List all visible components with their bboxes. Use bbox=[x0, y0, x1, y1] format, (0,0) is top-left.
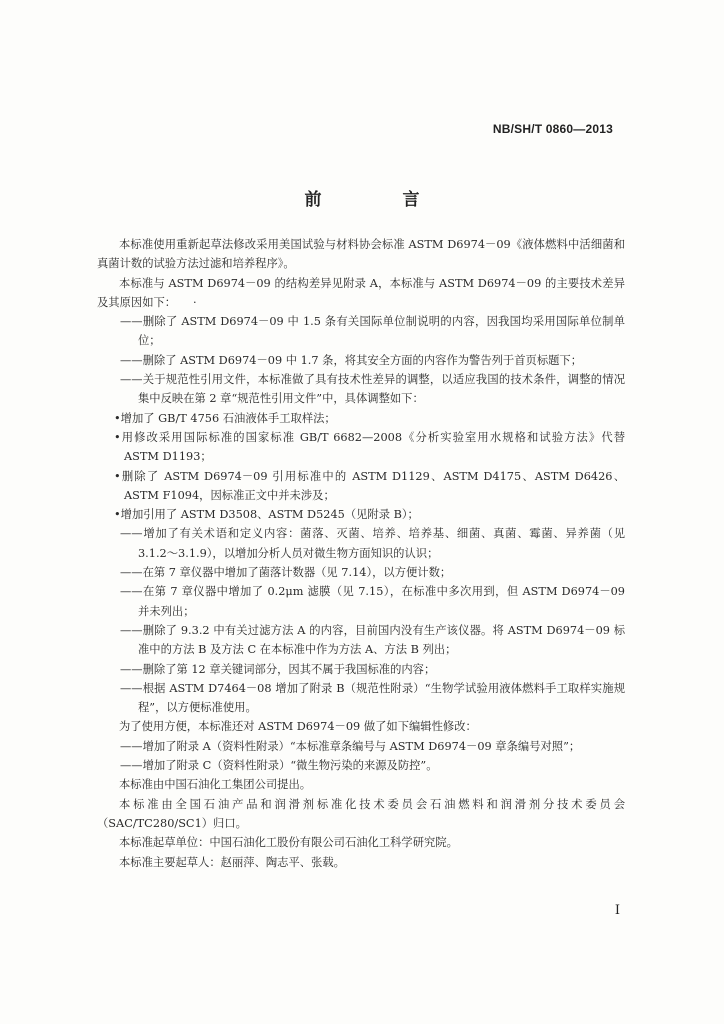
bullet-item: •增加引用了 ASTM D3508、ASTM D5245（见附录 B）； bbox=[114, 508, 419, 522]
paragraph-adoption: 本标准使用重新起草法修改采用美国试验与材料协会标准 ASTM D6974－09《液体燃料中活细菌和真菌计数的试验方法过滤和培养程序》。 bbox=[97, 238, 625, 271]
list-item: ——增加了附录 A（资料性附录）“本标准章条编号与 ASTM D6974－09 章条编号对照”； bbox=[120, 739, 581, 753]
list-item: ——增加了有关术语和定义内容：菌落、灭菌、培养、培养基、细菌、真菌、霉菌、异养菌（见 3.1.2～3.1.9），以增加分析人员对微生物方面知识的认识； bbox=[120, 527, 625, 560]
paragraph-committee: 本标准由全国石油产品和润滑剂标准化技术委员会石油燃料和润滑剂分技术委员会（SAC/TC280/SC1）归口。 bbox=[97, 797, 625, 830]
paragraph-differences-intro: 本标准与 ASTM D6974－09 的结构差异见附录 A，本标准与 ASTM D6974－09 的主要技术差异及其原因如下： · bbox=[97, 276, 625, 309]
page-number: I bbox=[614, 903, 620, 918]
paragraph-drafting-unit: 本标准起草单位：中国石油化工股份有限公司石油化工科学研究院。 bbox=[119, 836, 458, 850]
list-item: ——删除了 9.3.2 中有关过滤方法 A 的内容，目前国内没有生产该仪器。将 ASTM D6974－09 标准中的方法 B 及方法 C 在本标准中作为方法 A、方法 B 列出； bbox=[120, 623, 625, 657]
list-item: ——关于规范性引用文件，本标准做了具有技术性差异的调整，以适应我国的技术条件，调整的情况集中反映在第 2 章“规范性引用文件”中，具体调整如下： bbox=[120, 373, 625, 406]
page-title: 前 言 bbox=[304, 190, 452, 210]
list-item: ——删除了第 12 章关键词部分，因其不属于我国标准的内容； bbox=[120, 662, 436, 676]
bullet-item: •增加了 GB/T 4756 石油液体手工取样法； bbox=[114, 411, 336, 425]
list-item: ——删除了 ASTM D6974－09 中 1.5 条有关国际单位制说明的内容，因我国均采用国际单位制单位； bbox=[120, 315, 625, 348]
paragraph-drafters: 本标准主要起草人：赵丽萍、陶志平、张载。 bbox=[119, 855, 345, 869]
list-item: ——在第 7 章仪器中增加了 0.2μm 滤膜（见 7.15），在标准中多次用到，但 ASTM D6974－09 并未列出； bbox=[120, 585, 625, 618]
paragraph-proposer: 本标准由中国石油化工集团公司提出。 bbox=[119, 778, 312, 792]
list-item: ——根据 ASTM D7464－08 增加了附录 B（规范性附录）“生物学试验用液体燃料手工取样实施规程”，以方便标准使用。 bbox=[120, 681, 625, 715]
paragraph-editorial-intro: 为了使用方便，本标准还对 ASTM D6974－09 做了如下编辑性修改： bbox=[119, 720, 477, 734]
list-item: ——删除了 ASTM D6974－09 中 1.7 条，将其安全方面的内容作为警告列于首页标题下； bbox=[120, 353, 583, 367]
bullet-item: •删除了 ASTM D6974－09 引用标准中的 ASTM D1129、ASTM D4175、ASTM D6426、ASTM F1094，因标准正文中并未涉及； bbox=[114, 469, 625, 502]
list-item: ——增加了附录 C（资料性附录）“微生物污染的来源及防控”。 bbox=[120, 759, 438, 773]
list-item: ——在第 7 章仪器中增加了菌落计数器（见 7.14），以方便计数； bbox=[120, 566, 452, 580]
standard-code: NB/SH/T 0860—2013 bbox=[492, 122, 613, 136]
bullet-item: •用修改采用国际标准的国家标准 GB/T 6682—2008《分析实验室用水规格和试验方法》代替 ASTM D1193； bbox=[114, 430, 625, 464]
document-body bbox=[97, 235, 625, 872]
